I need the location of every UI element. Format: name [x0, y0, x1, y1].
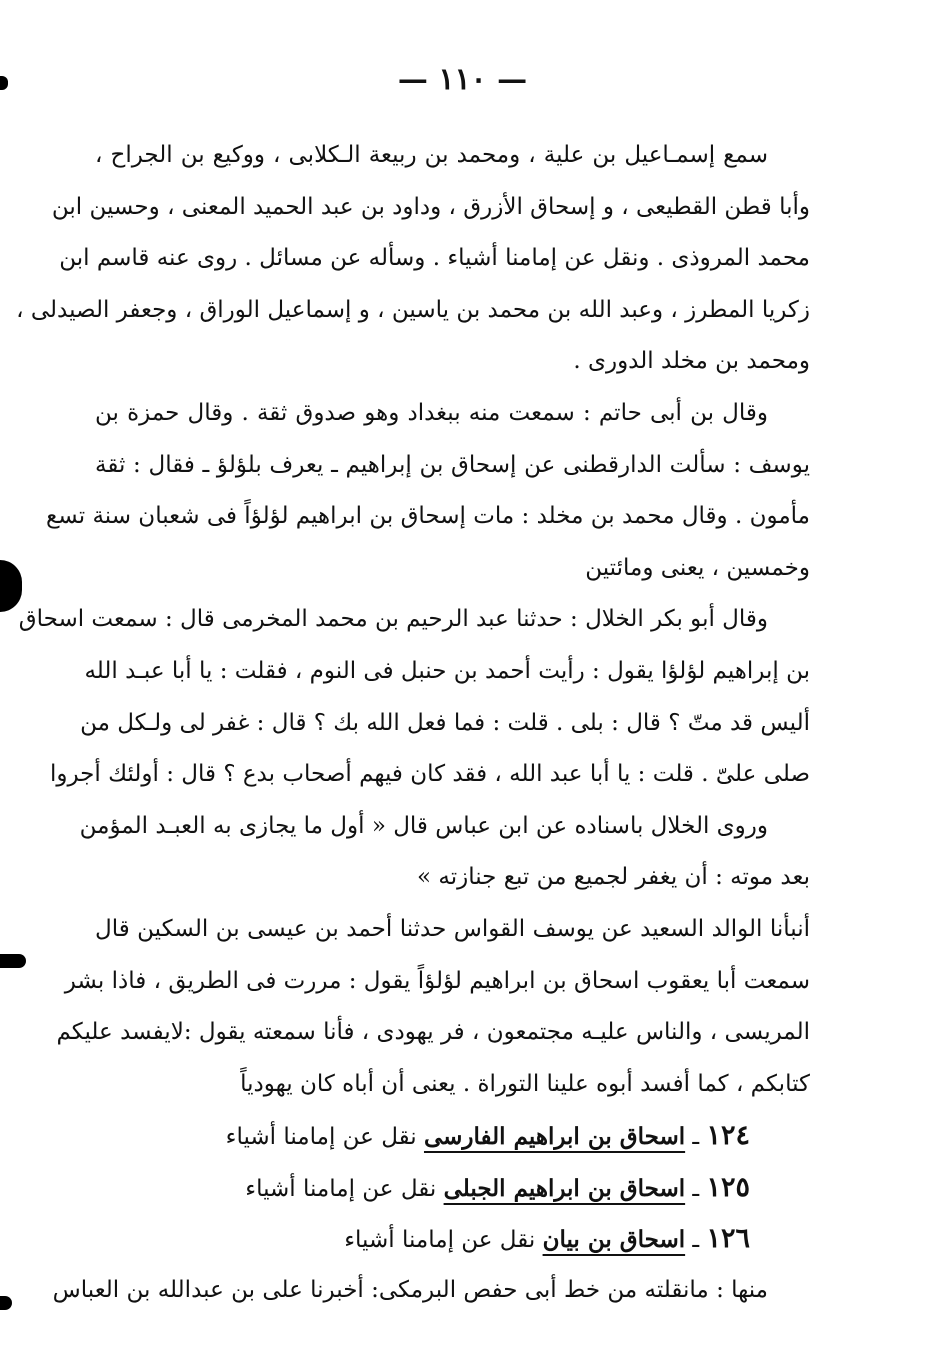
text-line: المريسى ، والناس عليـه مجتمعون ، فر يهودى ، فأنا سمعته يقول :لايفسد عليكم [56, 1019, 810, 1046]
text-line: محمد المروذى . ونقل عن إمامنا أشياء . وسأله عن مسائل . روى عنه قاسم ابن [59, 245, 810, 272]
text-line: سمع إسمـاعيل بن علية ، ومحمد بن ربيعة الـكلابى ، ووكيع بن الجراح ، [95, 142, 768, 168]
entry-separator: ـ [692, 1227, 700, 1254]
text-line: ومحمد بن مخلد الدورى . [573, 348, 810, 375]
text-line: أليس قد متّ ؟ قال : بلى . قلت : فما فعل الله بك ؟ قال : غفر لى ولـكل من [80, 709, 810, 736]
text-line: صلى علىّ . قلت : يا أبا عبد الله ، فقد كان فيهم أصحاب بدع ؟ قال : أولئك أجروا [49, 761, 810, 788]
text-line: وخمسين ، يعنى ومائتين [585, 554, 810, 581]
entry-number: ١٢٦ [706, 1223, 750, 1255]
entry-separator: ـ [692, 1175, 700, 1202]
text-line: بن إبراهيم لؤلؤا يقول : رأيت أحمد بن حنبل فى النوم ، فقلت : يا أبا عبـد الله [84, 657, 810, 684]
biography-entry [95, 1110, 810, 1162]
scan-edge-mark [0, 954, 26, 968]
text-line: وأبا قطن القطيعى ، و إسحاق الأزرق ، وداود بن عبد الحميد المعنى ، وحسين ابن [51, 193, 810, 220]
entry-text: نقل عن إمامنا أشياء [225, 1124, 417, 1151]
body-text [16, 130, 810, 1317]
entry-text: نقل عن إمامنا أشياء [245, 1175, 437, 1202]
text-line: وروى الخلال باسناده عن ابن عباس قال « أول ما يجازى به العبـد المؤمن [79, 812, 768, 839]
entry-name: اسحاق بن بيان [542, 1226, 686, 1254]
page-number: — ١١٠ — [397, 62, 528, 97]
biography-entry [95, 1162, 810, 1214]
text-line: منها : مانقلته من خط أبى حفص البرمكى: أخبرنا على بن عبدالله بن العباس [52, 1277, 768, 1304]
text-line: بعد موته : أن يغفر لجميع من تبع جنازته » [417, 864, 810, 891]
scan-edge-mark [0, 1296, 12, 1310]
text-line: وقال أبو بكر الخلال : حدثنا عبد الرحيم بن محمد المخرمى قال : سمعت اسحاق [18, 606, 768, 633]
text-line: يوسف : سألت الدارقطنى عن إسحاق بن إبراهيم ـ يعرف بلؤلؤ ـ فقال : ثقة [95, 451, 810, 478]
text-line: أنبأنا الوالد السعيد عن يوسف القواس حدثنا أحمد بن عيسى بن السكين قال [95, 915, 810, 942]
entry-name: اسحاق بن ابراهيم الجبلى [443, 1174, 686, 1202]
text-line: سمعت أبا يعقوب اسحاق بن ابراهيم لؤلؤاً يقول : مررت فى الطريق ، فاذا بشر [64, 967, 810, 994]
entry-text: نقل عن إمامنا أشياء [344, 1227, 536, 1254]
entry-name: اسحاق بن ابراهيم الفارسى [423, 1123, 686, 1151]
text-line: كتابكم ، كما أفسد أبوه علينا التوراة . يعنى أن أباه كان يهودياً [240, 1070, 810, 1097]
biography-entry [95, 1213, 810, 1265]
text-line: مأمون . وقال محمد بن مخلد : مات إسحاق بن ابراهيم لؤلؤاً فى شعبان سنة تسع [45, 503, 810, 530]
text-line: زكريا المطرز ، وعبد الله بن محمد بن ياسين ، و إسماعيل الوراق ، وجعفر الصيدلى ، [16, 296, 810, 323]
entry-number: ١٢٤ [706, 1120, 750, 1152]
entry-number: ١٢٥ [706, 1171, 750, 1203]
entry-separator: ـ [692, 1124, 700, 1151]
text-line: وقال بن أبى حاتم : سمعت منه ببغداد وهو صدوق ثقة . وقال حمزة بن [95, 399, 768, 426]
